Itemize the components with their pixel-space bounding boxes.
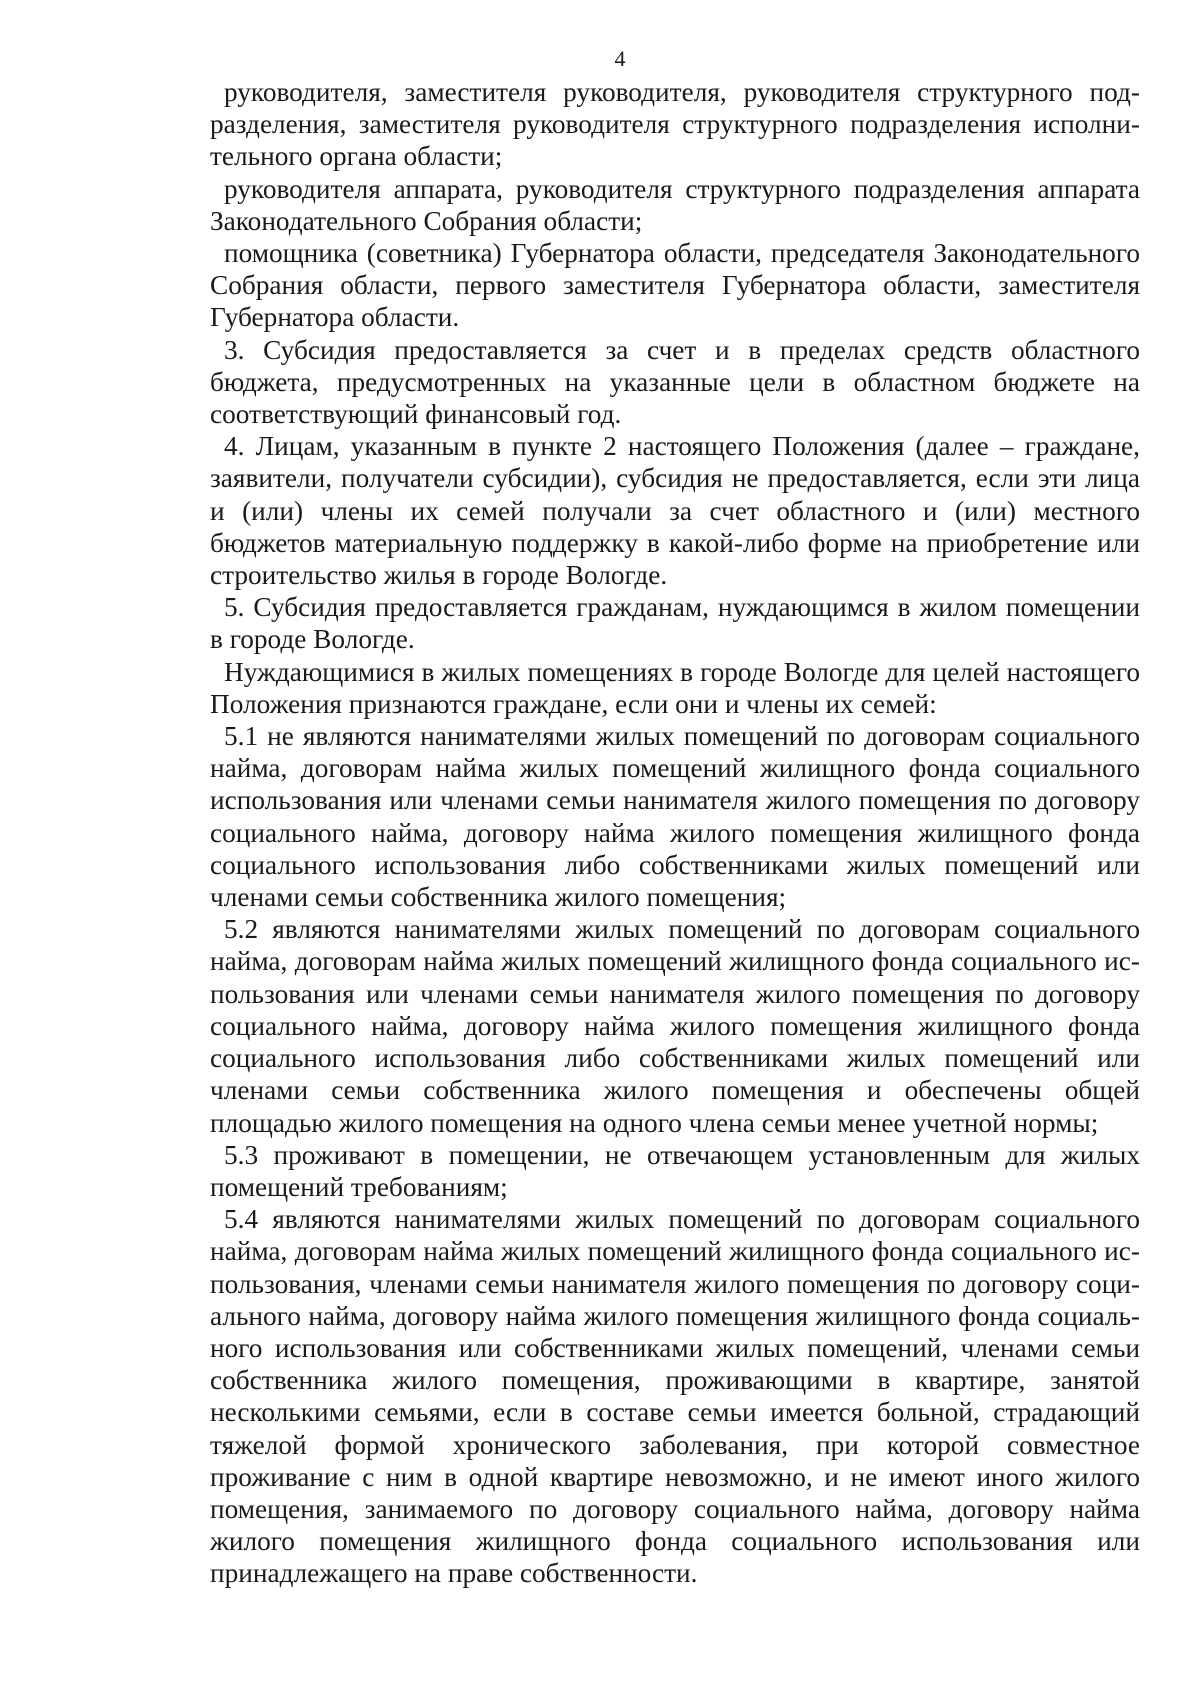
paragraph-clause-5: 5. Субсидия предоставляется гражданам, нуждающимся в жилом помещении в городе Вологде. (210, 592, 1140, 655)
paragraph-clause-5-1: 5.1 не являются нанимателями жилых помещений по договорам социального найма, договорам найма жилых помещений жилищного фонда социального использования или членами семьи нанимателя жилого помещения по договору социального найма, договору найма жилого помещения жилищного фонда социального использования либо собственниками жилых помещений или членами семьи собственника жилого помещения; (210, 721, 1140, 913)
paragraph-apparatus-heads: руководителя аппарата, руководителя структурного подразделения аппарата Законодательного Собрания области; (210, 173, 1140, 236)
paragraph-clause-3: 3. Субсидия предоставляется за счет и в пределах средств областного бюджета, предусмотренных на указанные цели в областном бюджете на соответствующий финансовый год. (210, 334, 1140, 430)
paragraph-needy-definition: Нуждающимися в жилых помещениях в городе Вологде для целей настоящего Положения признаются граждане, если они и члены их семей: (210, 656, 1140, 719)
paragraph-clause-5-3: 5.3 проживают в помещении, не отвечающем установленным для жилых помещений требованиям; (210, 1139, 1140, 1202)
paragraph-continuation-executive-heads: руководителя, заместителя руководителя, руководителя структурного подразделения, заместителя руководителя структурного подразделения исполнительного органа области; (210, 77, 1140, 172)
paragraph-clause-5-2: 5.2 являются нанимателями жилых помещений по договорам социального найма, договорам найма жилых помещений жилищного фонда социального использования или членами семьи нанимателя жилого помещения по договору социального найма, договору найма жилого помещения жилищного фонда социального использования либо собственниками жилых помещений или членами семьи собственника жилого помещения и обеспечены общей площадью жилого помещения на одного члена семьи менее учетной нормы; (210, 914, 1140, 1138)
paragraph-clause-5-4: 5.4 являются нанимателями жилых помещений по договорам социального найма, договорам найма жилых помещений жилищного фонда социального использования, членами семьи нанимателя жилого помещения по договору социального найма, договору найма жилого помещения жилищного фонда социального использования или собственниками жилых помещений, членами семьи собственника жилого помещения, проживающими в квартире, занятой несколькими семьями, если в составе семьи имеется больной, страдающий тяжелой формой хронического заболевания, при которой совместное проживание с ним в одной квартире невозможно, и не имеют иного жилого помещения, занимаемого по договору социального найма, договору найма жилого помещения жилищного фонда социального использования или принадлежащего на праве собственности. (210, 1204, 1140, 1589)
page-number: 4 (614, 46, 626, 71)
paragraph-governor-assistants: помощника (советника) Губернатора области, председателя Законодательного Собрания области, первого заместителя Губернатора области, заместителя Губернатора области. (210, 238, 1140, 333)
paragraph-clause-4: 4. Лицам, указанным в пункте 2 настоящего Положения (далее – граждане, заявители, получатели субсидии), субсидия не предоставляется, если эти лица и (или) члены их семей получали за счет областного и (или) местного бюджетов материальную поддержку в какой-либо форме на приобретение или строительство жилья в городе Вологде. (210, 431, 1140, 591)
document-body (210, 76, 1140, 1590)
